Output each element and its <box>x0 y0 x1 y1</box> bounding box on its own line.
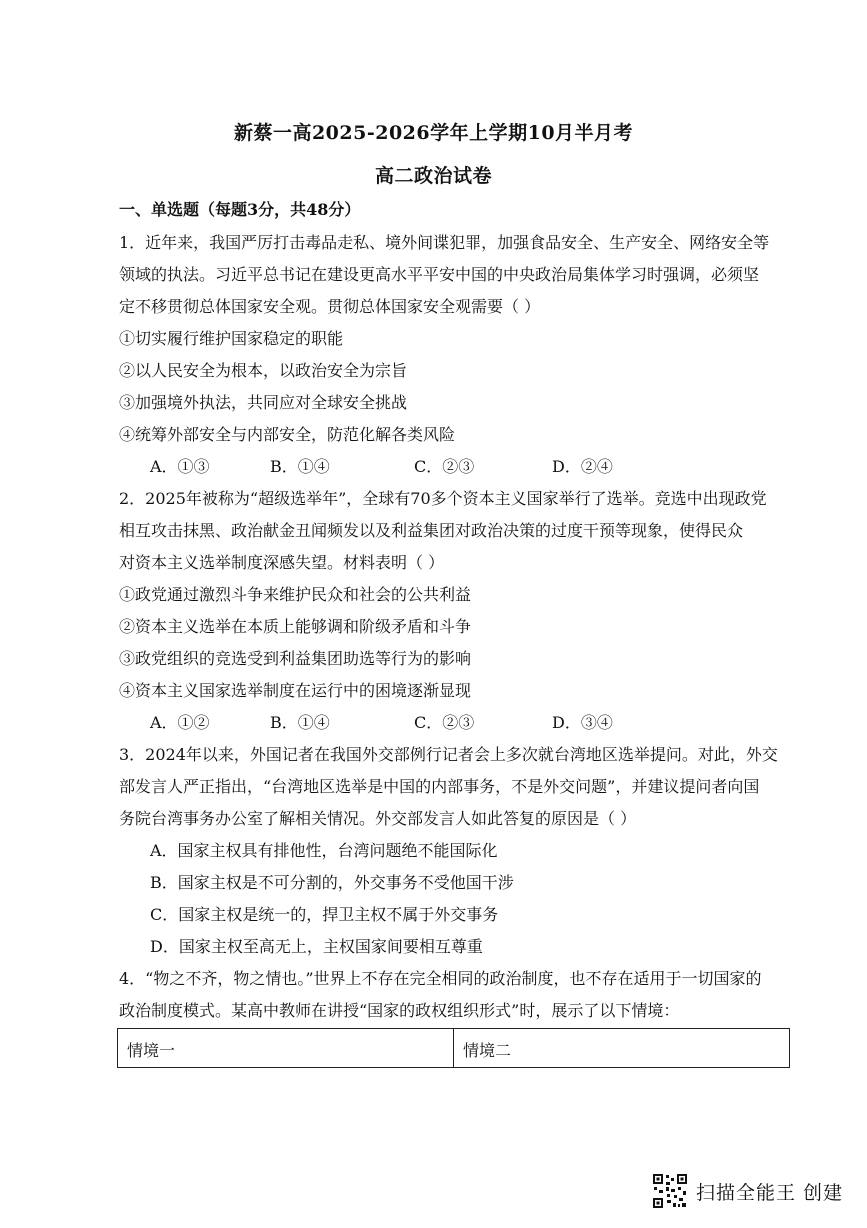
q2-statement-4: ④资本主义国家选举制度在运行中的困境逐渐显现 <box>119 681 472 700</box>
q3-line-3: 务院台湾事务办公室了解相关情况。外交部发言人如此答复的原因是（ ） <box>119 809 637 828</box>
q3-option-c: C．国家主权是统一的，捍卫主权不属于外交事务 <box>150 905 499 924</box>
q1-option-a: A．①③ <box>150 457 210 476</box>
q3-option-a: A．国家主权具有排他性，台湾问题绝不能国际化 <box>150 841 498 860</box>
q1-line-3: 定不移贯彻总体国家安全观。贯彻总体国家安全观需要（ ） <box>119 297 541 316</box>
exam-subtitle: 高二政治试卷 <box>374 165 492 187</box>
q3-line-1: 3．2024年以来，外国记者在我国外交部例行记者会上多次就台湾地区选举提问。对此，外交 <box>119 745 778 764</box>
q1-statement-3: ③加强境外执法，共同应对全球安全挑战 <box>119 393 408 412</box>
q1-line-1: 1．近年来，我国严厉打击毒品走私、境外间谍犯罪，加强食品安全、生产安全、网络安全等 <box>119 233 770 252</box>
q2-line-1: 2．2025年被称为“超级选举年”，全球有70多个资本主义国家举行了选举。竞选中出现政党 <box>119 489 767 508</box>
scenario-table <box>117 1028 790 1068</box>
q1-statement-1: ①切实履行维护国家稳定的职能 <box>119 329 344 348</box>
q1-statement-2: ②以人民安全为根本，以政治安全为宗旨 <box>119 361 408 380</box>
q1-statement-4: ④统筹外部安全与内部安全，防范化解各类风险 <box>119 425 456 444</box>
q2-option-d: D．③④ <box>552 713 613 732</box>
q2-line-2: 相互攻击抹黑、政治献金丑闻频发以及利益集团对政治决策的过度干预等现象，使得民众 <box>119 521 744 540</box>
q2-statement-3: ③政党组织的竞选受到利益集团助选等行为的影响 <box>119 649 472 668</box>
exam-title: 新蔡一高2025-2026学年上学期10月半月考 <box>233 122 634 144</box>
q2-option-c: C．②③ <box>414 713 475 732</box>
q3-line-2: 部发言人严正指出，“台湾地区选举是中国的内部事务，不是外交问题”，并建议提问者向国 <box>119 777 760 796</box>
q2-statement-1: ①政党通过激烈斗争来维护民众和社会的公共利益 <box>119 585 472 604</box>
q3-option-b: B．国家主权是不可分割的，外交事务不受他国干涉 <box>150 873 514 892</box>
q2-option-b: B．①④ <box>270 713 330 732</box>
q4-line-1: 4．“物之不齐，物之情也。”世界上不存在完全相同的政治制度，也不存在适用于一切国家的 <box>119 969 762 988</box>
q1-option-c: C．②③ <box>414 457 475 476</box>
q1-line-2: 领域的执法。习近平总书记在建设更高水平平安中国的中央政治局集体学习时强调，必须坚 <box>119 265 760 284</box>
watermark-text: 扫描全能王 创建 <box>696 1181 844 1204</box>
q2-line-3: 对资本主义选举制度深感失望。材料表明（ ） <box>119 553 445 572</box>
q4-line-2: 政治制度模式。某高中教师在讲授“国家的政权组织形式”时，展示了以下情境： <box>119 1001 680 1020</box>
table-header-scenario-2: 情境二 <box>453 1029 789 1067</box>
q1-option-d: D．②④ <box>552 457 613 476</box>
q1-option-b: B．①④ <box>270 457 330 476</box>
q3-option-d: D．国家主权至高无上，主权国家间要相互尊重 <box>150 937 483 956</box>
qr-code-icon <box>652 1173 688 1209</box>
table-header-scenario-1: 情境一 <box>127 1041 176 1060</box>
scanner-watermark <box>652 1173 843 1209</box>
q2-option-a: A．①② <box>150 713 210 732</box>
q2-statement-2: ②资本主义选举在本质上能够调和阶级矛盾和斗争 <box>119 617 472 636</box>
section-heading: 一、单选题（每题3分，共48分） <box>119 200 361 219</box>
